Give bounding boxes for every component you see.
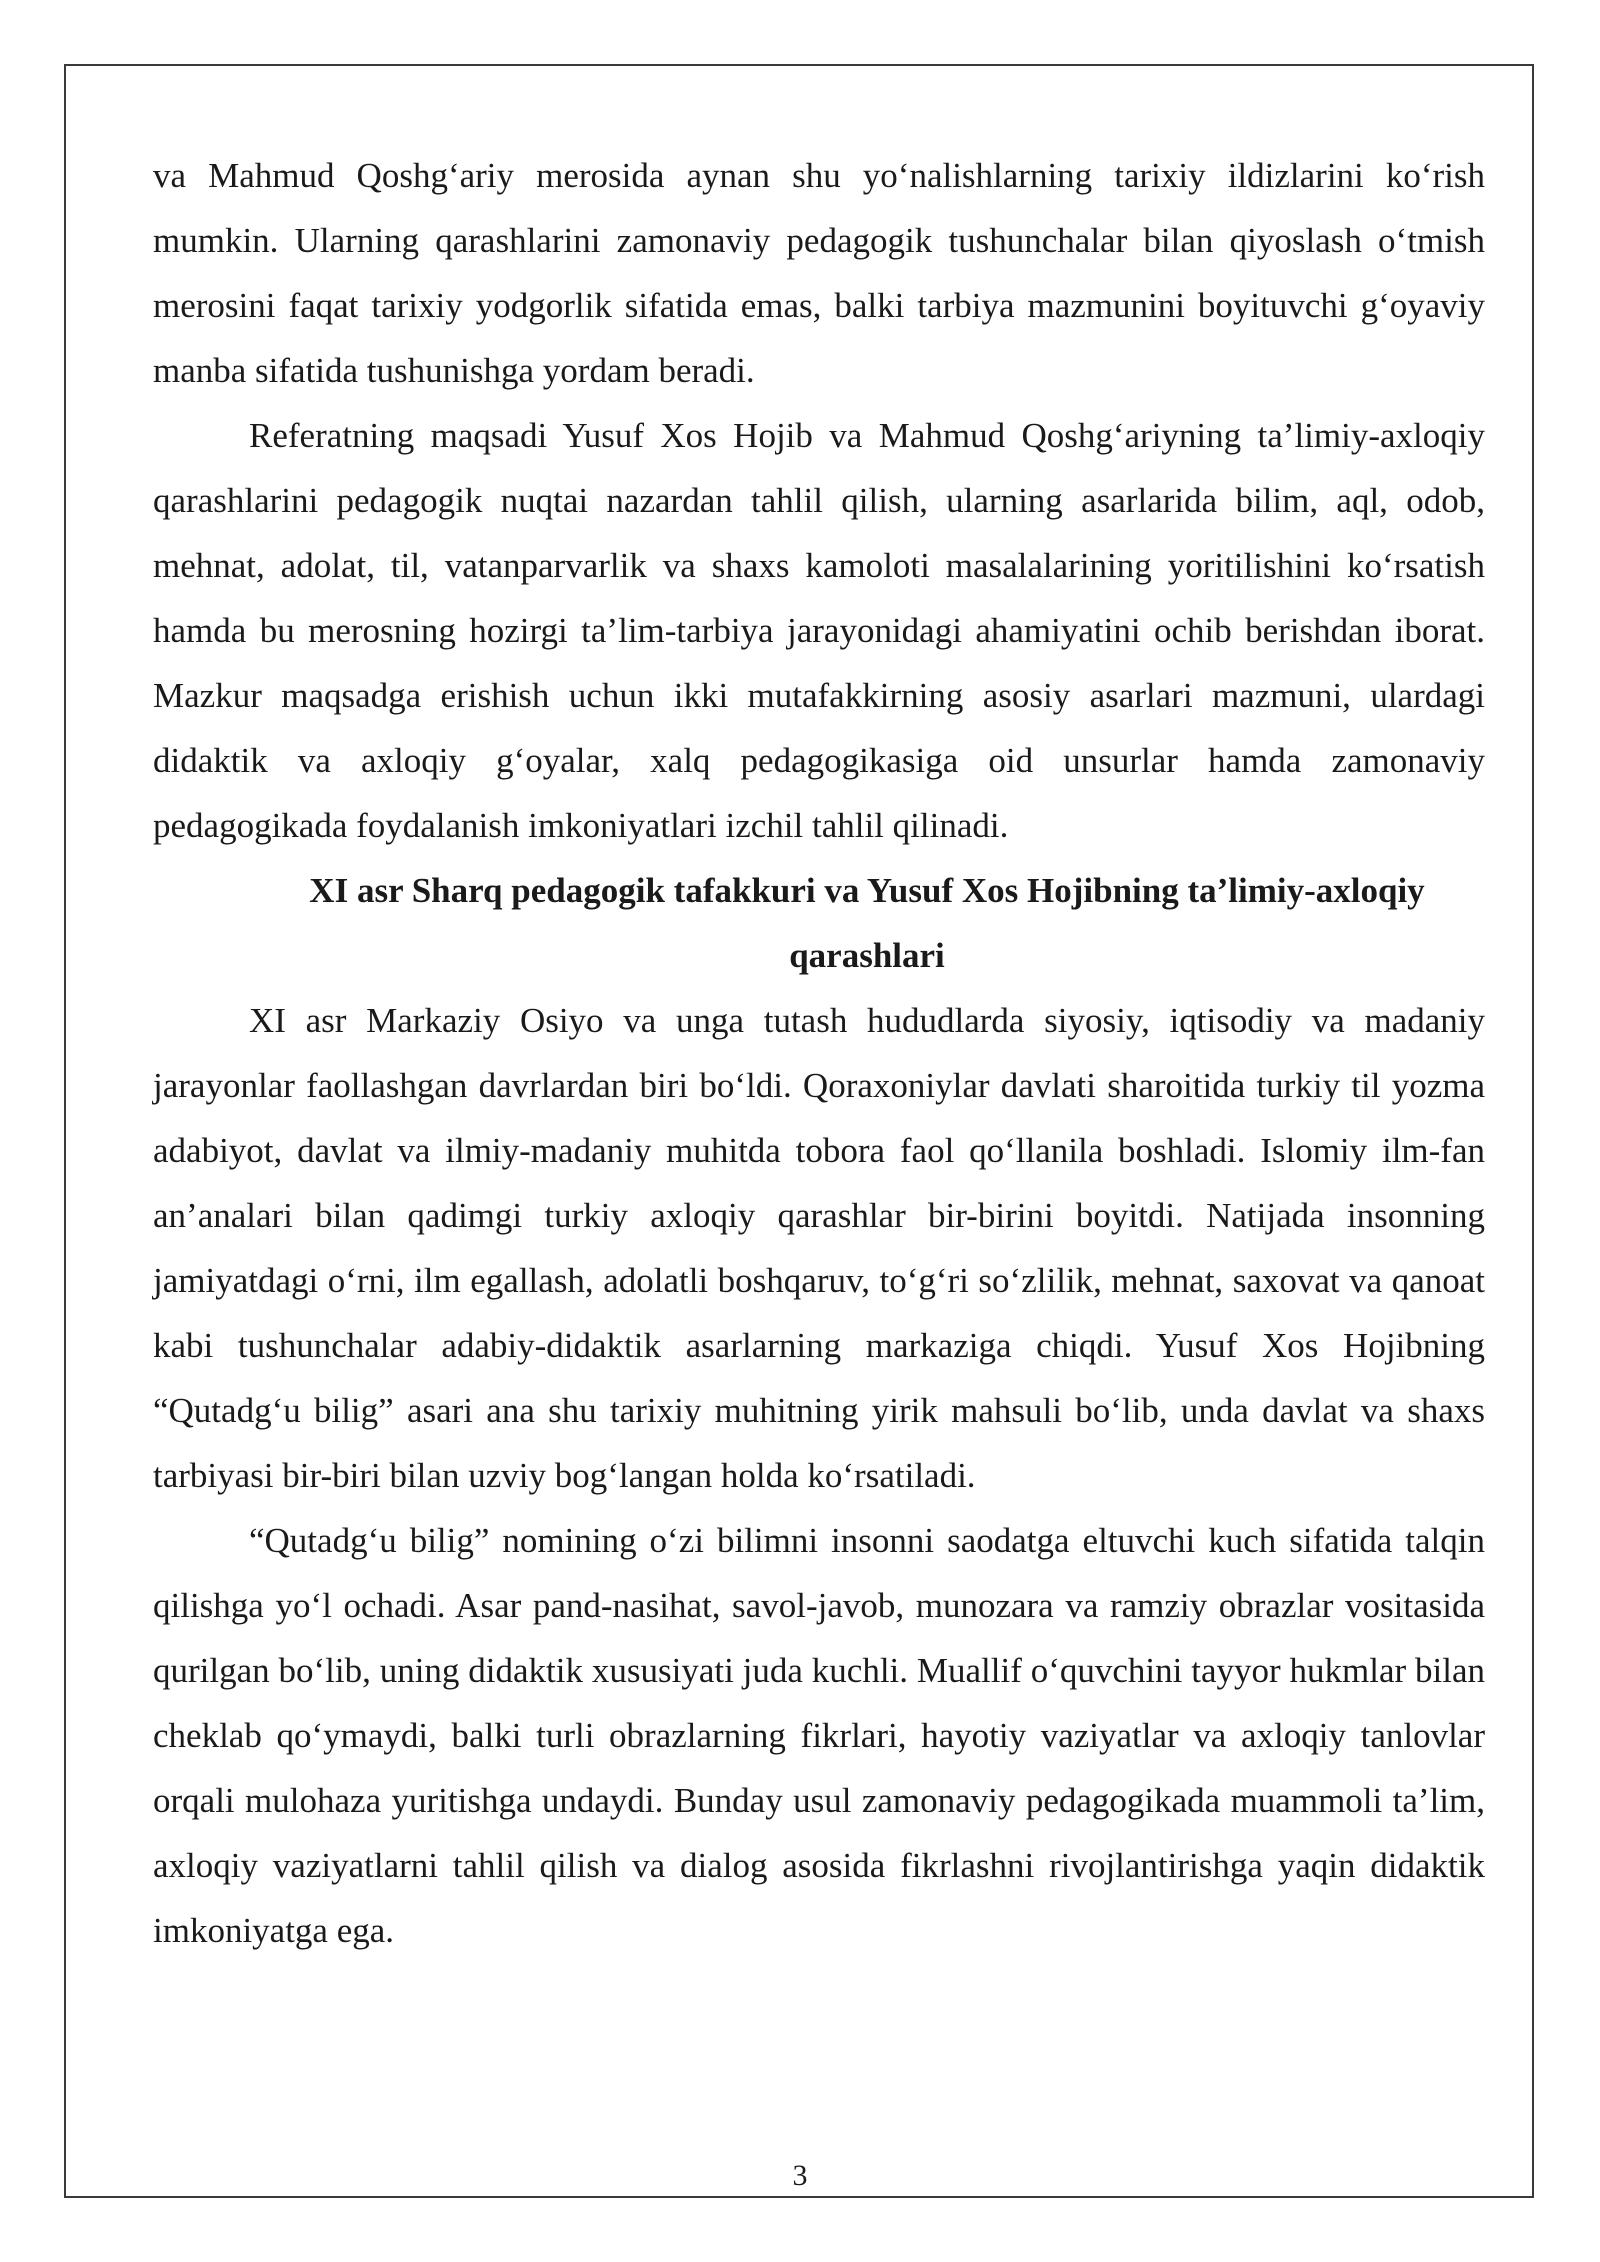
document-body: [153, 143, 1485, 1963]
paragraph-continuation: va Mahmud Qoshg‘ariy merosida aynan shu yo‘nalishlarning tarixiy ildizlarini ko‘rish mumkin. Ularning qarashlarini zamonaviy pedagogik tushunchalar bilan qiyoslash o‘tmish merosini faqat tarixiy yodgorlik sifatida emas, balki tarbiya mazmunini boyituvchi g‘oyaviy manba sifatida tushunishga yordam beradi.: [153, 156, 1485, 390]
paragraph-historical-context: XI asr Markaziy Osiyo va unga tutash hududlarda siyosiy, iqtisodiy va madaniy jarayonlar faollashgan davrlardan biri bo‘ldi. Qoraxoniylar davlati sharoitida turkiy til yozma adabiyot, davlat va ilmiy-madaniy muhitda tobora faol qo‘llanila boshladi. Islomiy ilm-fan an’analari bilan qadimgi turkiy axloqiy qarashlar bir-birini boyitdi. Natijada insonning jamiyatdagi o‘rni, ilm egallash, adolatli boshqaruv, to‘g‘ri so‘zlilik, mehnat, saxovat va qanoat kabi tushunchalar adabiy-didaktik asarlarning markaziga chiqdi. Yusuf Xos Hojibning “Qutadg‘u bilig” asari ana shu tarixiy muhitning yirik mahsuli bo‘lib, unda davlat va shaxs tarbiyasi bir-biri bilan uzviy bog‘langan holda ko‘rsatiladi.: [153, 1001, 1485, 1495]
section-heading: XI asr Sharq pedagogik tafakkuri va Yusuf Xos Hojibning ta’limiy-axloqiy qarashlari: [309, 871, 1425, 975]
paragraph-purpose: Referatning maqsadi Yusuf Xos Hojib va Mahmud Qoshg‘ariyning ta’limiy-axloqiy qarashlarini pedagogik nuqtai nazardan tahlil qilish, ularning asarlarida bilim, aql, odob, mehnat, adolat, til, vatanparvarlik va shaxs kamoloti masalalarining yoritilishini ko‘rsatish hamda bu merosning hozirgi ta’lim-tarbiya jarayonidagi ahamiyatini ochib berishdan iborat. Mazkur maqsadga erishish uchun ikki mutafakkirning asosiy asarlari mazmuni, ulardagi didaktik va axloqiy g‘oyalar, xalq pedagogikasiga oid unsurlar hamda zamonaviy pedagogikada foydalanish imkoniyatlari izchil tahlil qilinadi.: [153, 416, 1485, 845]
paragraph-qutadgu-bilig: “Qutadg‘u bilig” nomining o‘zi bilimni insonni saodatga eltuvchi kuch sifatida talqin qilishga yo‘l ochadi. Asar pand-nasihat, savol-javob, munozara va ramziy obrazlar vositasida qurilgan bo‘lib, uning didaktik xususiyati juda kuchli. Muallif o‘quvchini tayyor hukmlar bilan cheklab qo‘ymaydi, balki turli obrazlarning fikrlari, hayotiy vaziyatlar va axloqiy tanlovlar orqali mulohaza yuritishga undaydi. Bunday usul zamonaviy pedagogikada muammoli ta’lim, axloqiy vaziyatlarni tahlil qilish va dialog asosida fikrlashni rivojlantirishga yaqin didaktik imkoniyatga ega.: [153, 1521, 1485, 1950]
page-number: 3: [792, 2159, 808, 2192]
